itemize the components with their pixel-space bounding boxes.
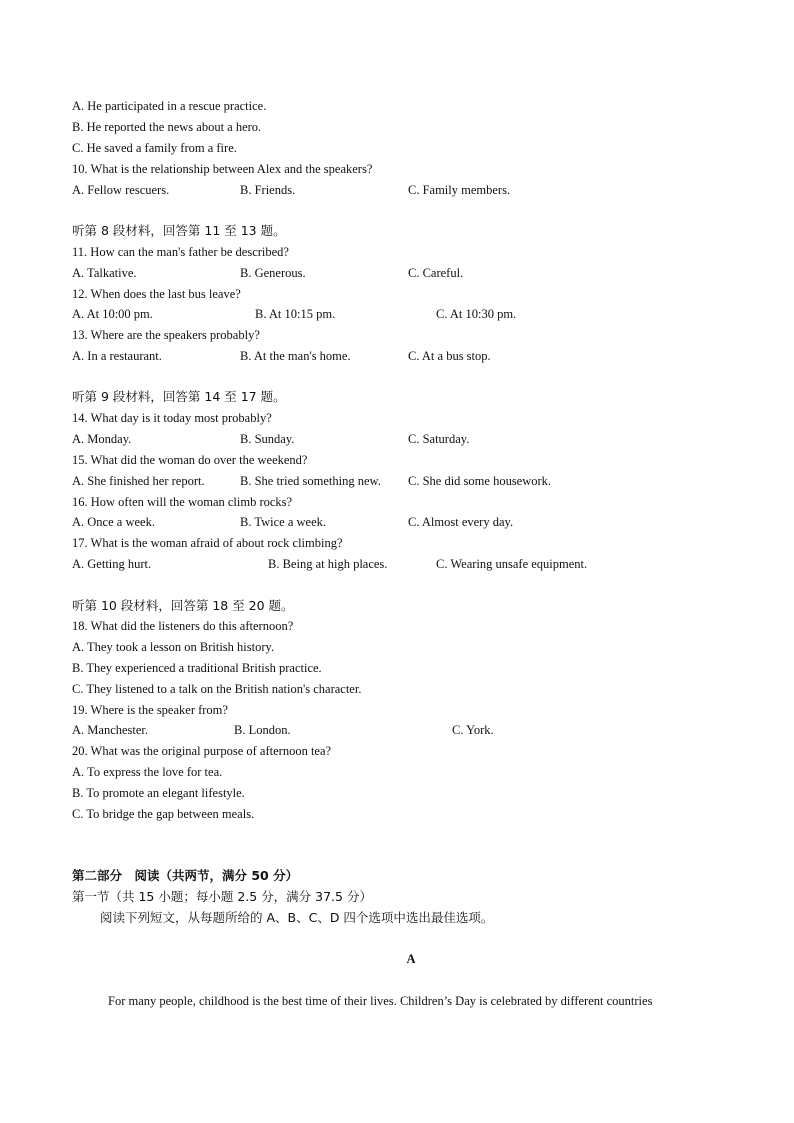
section-9-heading: 听第 9 段材料，回答第 14 至 17 题。 (72, 389, 286, 404)
q10-stem: 10. What is the relationship between Alex and the speakers? (72, 162, 373, 176)
q10-option-c: C. Family members. (408, 183, 511, 197)
section-1-title: 第一节（共 15 小题；每小题 2.5 分，满分 37.5 分） (72, 889, 372, 904)
q18-stem: 18. What did the listeners do this afternoon? (72, 619, 294, 633)
q20-stem: 20. What was the original purpose of afternoon tea? (72, 744, 332, 758)
q12-option-a: A. At 10:00 pm. (72, 307, 153, 321)
q15-option-b: B. She tried something new. (240, 474, 381, 488)
q18-option-c: C. They listened to a talk on the British nation's character. (72, 682, 362, 696)
q14-stem: 14. What day is it today most probably? (72, 411, 272, 425)
q20-option-a: A. To express the love for tea. (72, 765, 223, 779)
q14-option-b: B. Sunday. (240, 432, 295, 446)
passage-label: A (406, 952, 416, 966)
q18-option-a: A. They took a lesson on British history. (72, 640, 275, 654)
q13-option-a: A. In a restaurant. (72, 349, 162, 363)
reading-instruction: 阅读下列短文，从每题所给的 A、B、C、D 四个选项中选出最佳选项。 (100, 910, 494, 925)
q9-option-b: B. He reported the news about a hero. (72, 120, 262, 134)
q13-stem: 13. Where are the speakers probably? (72, 328, 260, 342)
q10-option-a: A. Fellow rescuers. (72, 183, 170, 197)
q16-option-b: B. Twice a week. (240, 515, 327, 529)
q19-option-b: B. London. (234, 723, 291, 737)
q19-stem: 19. Where is the speaker from? (72, 703, 228, 717)
q15-option-a: A. She finished her report. (72, 474, 205, 488)
q13-option-b: B. At the man's home. (240, 349, 351, 363)
q11-stem: 11. How can the man's father be described? (72, 245, 289, 259)
q11-option-b: B. Generous. (240, 266, 306, 280)
q14-option-c: C. Saturday. (408, 432, 470, 446)
part-2-title: 第二部分 阅读（共两节，满分 50 分） (72, 868, 299, 883)
q13-option-c: C. At a bus stop. (408, 349, 491, 363)
section-8-heading: 听第 8 段材料，回答第 11 至 13 题。 (72, 223, 286, 238)
q9-option-a: A. He participated in a rescue practice. (72, 99, 267, 113)
q17-stem: 17. What is the woman afraid of about rock climbing? (72, 536, 343, 550)
q11-option-a: A. Talkative. (72, 266, 137, 280)
q12-option-c: C. At 10:30 pm. (436, 307, 517, 321)
q9-option-c: C. He saved a family from a fire. (72, 141, 237, 155)
q11-option-c: C. Careful. (408, 266, 464, 280)
q12-option-b: B. At 10:15 pm. (255, 307, 336, 321)
q15-option-c: C. She did some housework. (408, 474, 552, 488)
q19-option-a: A. Manchester. (72, 723, 149, 737)
q12-stem: 12. When does the last bus leave? (72, 287, 241, 301)
q16-option-a: A. Once a week. (72, 515, 155, 529)
q10-option-b: B. Friends. (240, 183, 296, 197)
q20-option-b: B. To promote an elegant lifestyle. (72, 786, 245, 800)
q15-stem: 15. What did the woman do over the weekend? (72, 453, 308, 467)
q18-option-b: B. They experienced a traditional British practice. (72, 661, 322, 675)
q19-option-c: C. York. (452, 723, 494, 737)
q16-stem: 16. How often will the woman climb rocks? (72, 495, 293, 509)
section-10-heading: 听第 10 段材料，回答第 18 至 20 题。 (72, 598, 294, 613)
q17-option-a: A. Getting hurt. (72, 557, 152, 571)
q16-option-c: C. Almost every day. (408, 515, 514, 529)
q20-option-c: C. To bridge the gap between meals. (72, 807, 255, 821)
passage-a-first-line: For many people, childhood is the best time of their lives. Children’s Day is celebrated by different countries (108, 994, 653, 1008)
q14-option-a: A. Monday. (72, 432, 132, 446)
q17-option-b: B. Being at high places. (268, 557, 388, 571)
q17-option-c: C. Wearing unsafe equipment. (436, 557, 588, 571)
